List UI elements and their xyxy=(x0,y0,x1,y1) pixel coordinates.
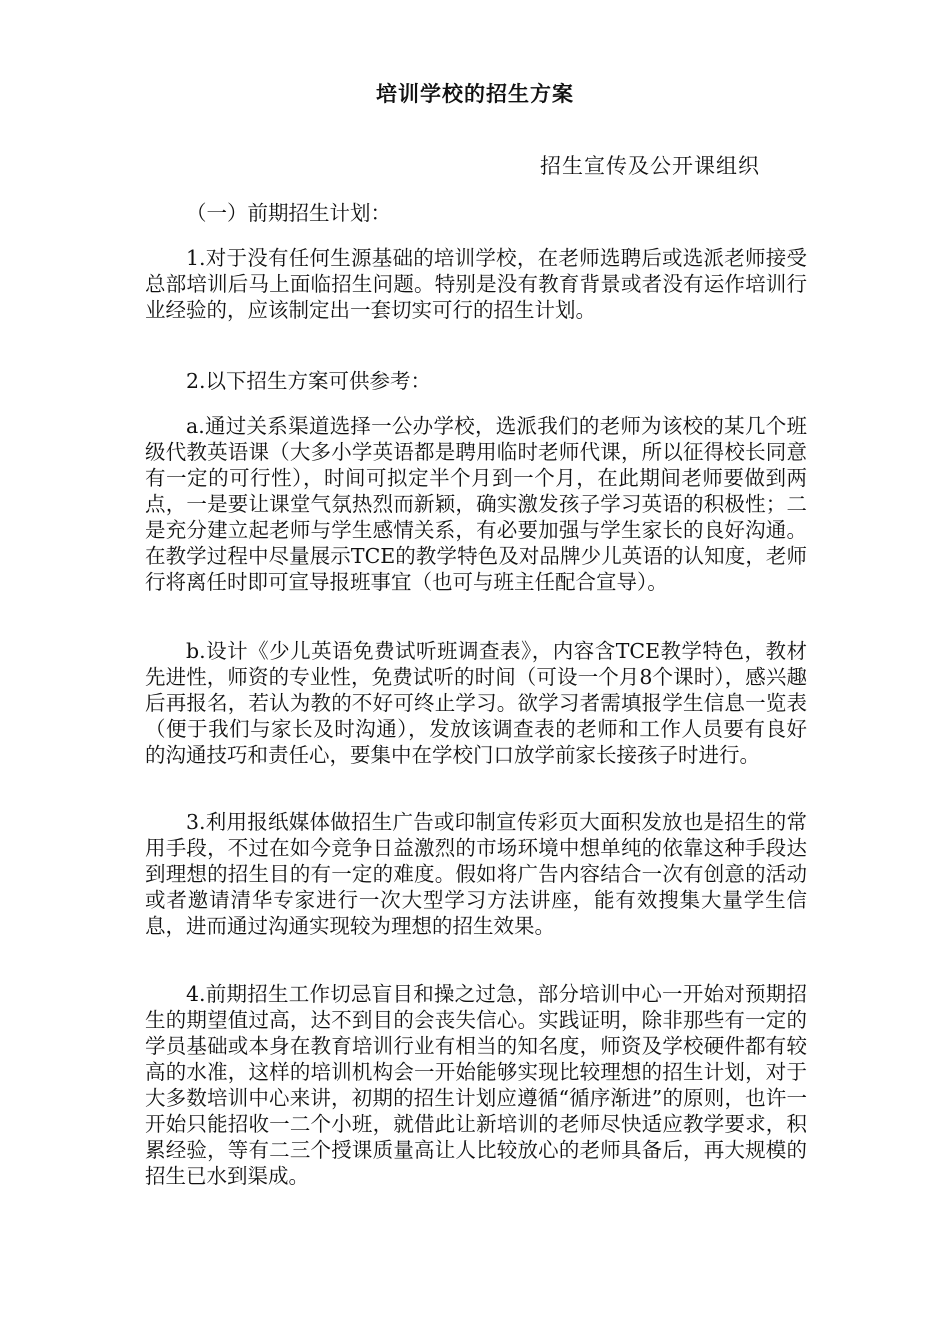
paragraph-a: a.通过关系渠道选择一公办学校，选派我们的老师为该校的某几个班级代教英语课（大多小学英语都是聘用临时老师代课，所以征得校长同意有一定的可行性），时间可拟定半个月到一个月，在此期间老师要做到两点，一是要让课堂气氛热烈而新颖，确实激发孩子学习英语的积极性；二是充分建立起老师与学生感情关系，有必要加强与学生家长的良好沟通。在教学过程中尽量展示TCE的教学特色及对品牌少儿英语的认知度，老师行将离任时即可宣导报班事宜（也可与班主任配合宣导）。 xyxy=(145,414,807,594)
section-heading: （一）前期招生计划： xyxy=(186,201,391,225)
paragraph-3: 3.利用报纸媒体做招生广告或印制宣传彩页大面积发放也是招生的常用手段，不过在如今竞争日益激烈的市场环境中想单纯的依靠这种手段达到理想的招生目的有一定的难度。假如将广告内容结合一次有创意的活动或者邀请清华专家进行一次大型学习方法讲座，能有效搜集大量学生信息，进而通过沟通实现较为理想的招生效果。 xyxy=(145,810,807,938)
document-subtitle: 招生宣传及公开课组织 xyxy=(540,154,760,178)
paragraph-4: 4.前期招生工作切忌盲目和操之过急，部分培训中心一开始对预期招生的期望值过高，达不到目的会丧失信心。实践证明，除非那些有一定的学员基础或本身在教育培训行业有相当的知名度，师资及学校硬件都有较高的水准，这样的培训机构会一开始能够实现比较理想的招生计划，对于大多数培训中心来讲，初期的招生计划应遵循“循序渐进”的原则，也许一开始只能招收一二个小班，就借此让新培训的老师尽快适应教学要求，积累经验，等有二三个授课质量高让人比较放心的老师具备后，再大规模的招生已水到渠成。 xyxy=(145,982,807,1188)
paragraph-1: 1.对于没有任何生源基础的培训学校，在老师选聘后或选派老师接受总部培训后马上面临招生问题。特别是没有教育背景或者没有运作培训行业经验的，应该制定出一套切实可行的招生计划。 xyxy=(145,246,807,322)
document-title: 培训学校的招生方案 xyxy=(376,81,574,106)
paragraph-2: 2.以下招生方案可供参考： xyxy=(186,369,432,393)
paragraph-b: b.设计《少儿英语免费试听班调查表》，内容含TCE教学特色，教材先进性，师资的专业性，免费试听的时间（可设一个月8个课时），感兴趣后再报名，若认为教的不好可终止学习。欲学习者需填报学生信息一览表（便于我们与家长及时沟通），发放该调查表的老师和工作人员要有良好的沟通技巧和责任心，要集中在学校门口放学前家长接孩子时进行。 xyxy=(145,639,807,767)
